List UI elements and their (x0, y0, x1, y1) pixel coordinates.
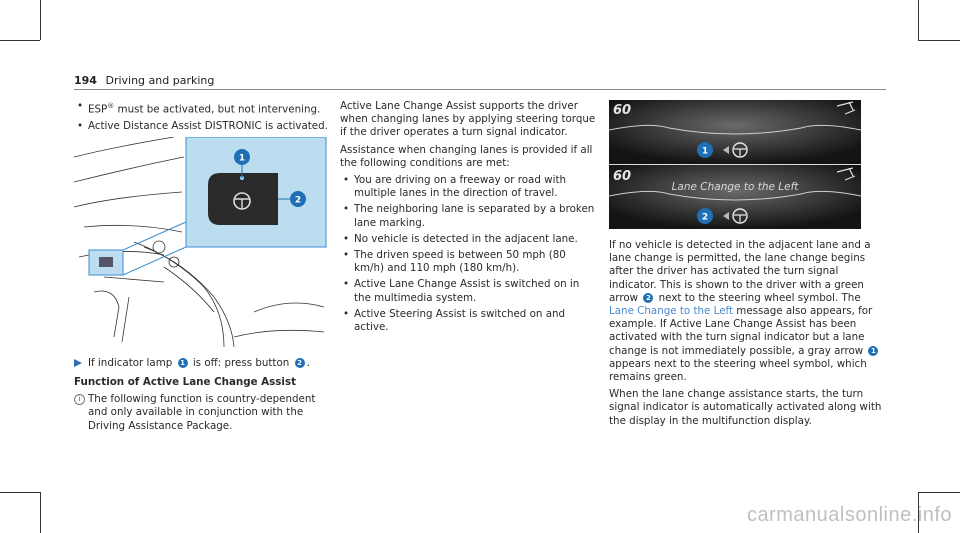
message-link[interactable]: Lane Change to the Left (609, 305, 734, 318)
speed-readout-bottom: 60 (613, 169, 632, 184)
crop-mark (0, 492, 40, 493)
info-icon: i (74, 394, 85, 405)
assistance-start-paragraph: When the lane change assistance starts, the turn signal indicator is automatically activated along with the display in the multifunction display. (609, 388, 882, 427)
info-note: i The following function is country-dependent and only available in conjunction with the Driving Assistance Package. (74, 393, 329, 433)
crop-mark (0, 40, 40, 41)
list-item: • ESP® must be activated, but not intervening. (74, 100, 329, 117)
column-1 (74, 100, 329, 437)
section-title: Driving and parking (105, 74, 215, 87)
crop-mark (918, 0, 919, 40)
lane-change-paragraph: If no vehicle is detected in the adjacent lane and a lane change is permitted, the lane change begins after the driver has activated the turn signal indicator. This is shown to the driver with a green arrow 2 next to the steering wheel symbol. The Lane Change to the Left message also appears, for example. If Active Lane Change Assist has been activated with the turn signal indicator but a lane change is not immediately possible, a gray arrow 1 appears next to the steering wheel symbol, which remains green. (609, 239, 887, 384)
badge-2: 2 (295, 358, 305, 368)
column-2 (340, 100, 598, 338)
cluster-display-figure (609, 100, 861, 229)
page-number: 194 (74, 74, 97, 87)
function-heading: Function of Active Lane Change Assist (74, 376, 296, 389)
conditions-list (340, 174, 598, 334)
list-item: • Active Lane Change Assist is switched on in the multimedia system. (340, 278, 598, 304)
dashboard-button-figure (74, 137, 329, 347)
list-item: • No vehicle is detected in the adjacent lane. (340, 233, 598, 246)
step-arrow-icon (74, 359, 82, 367)
header-rule (74, 89, 886, 90)
list-item: • Active Distance Assist DISTRONIC is activated. (74, 120, 329, 133)
list-item: • You are driving on a freeway or road with multiple lanes in the direction of travel. (340, 174, 598, 200)
display-callout-2: 2 (701, 212, 709, 223)
crop-mark (40, 0, 41, 40)
watermark: carmanualsonline.info (746, 504, 952, 526)
callout-2: 2 (294, 195, 302, 206)
crop-mark (40, 492, 41, 533)
cluster-display (609, 100, 861, 229)
list-item: • The driven speed is between 50 mph (80 km/h) and 110 mph (180 km/h). (340, 249, 598, 275)
display-callout-1: 1 (701, 146, 709, 157)
column-3 (609, 100, 887, 432)
assistance-paragraph: Assistance when changing lanes is provided if all the following conditions are met: (340, 143, 593, 169)
callout-1: 1 (238, 153, 246, 164)
badge-1: 1 (178, 358, 188, 368)
list-item: • The neighboring lane is separated by a broken lane marking. (340, 203, 598, 229)
intro-paragraph: Active Lane Change Assist supports the driver when changing lanes by applying steering torque if the driver operates a turn signal indicator. (340, 100, 596, 139)
speed-readout-top: 60 (613, 103, 632, 118)
page-header (74, 74, 214, 87)
crop-mark (918, 492, 960, 493)
crop-mark (918, 40, 960, 41)
instruction-step: If indicator lamp 1 is off: press button 2 . (74, 357, 329, 370)
list-item: • Active Steering Assist is switched on and active. (340, 308, 598, 334)
display-message: Lane Change to the Left (671, 181, 799, 193)
badge-2: 2 (643, 293, 653, 303)
badge-1: 1 (868, 346, 878, 356)
requirements-list (74, 100, 329, 133)
dashboard-illustration (74, 137, 329, 347)
